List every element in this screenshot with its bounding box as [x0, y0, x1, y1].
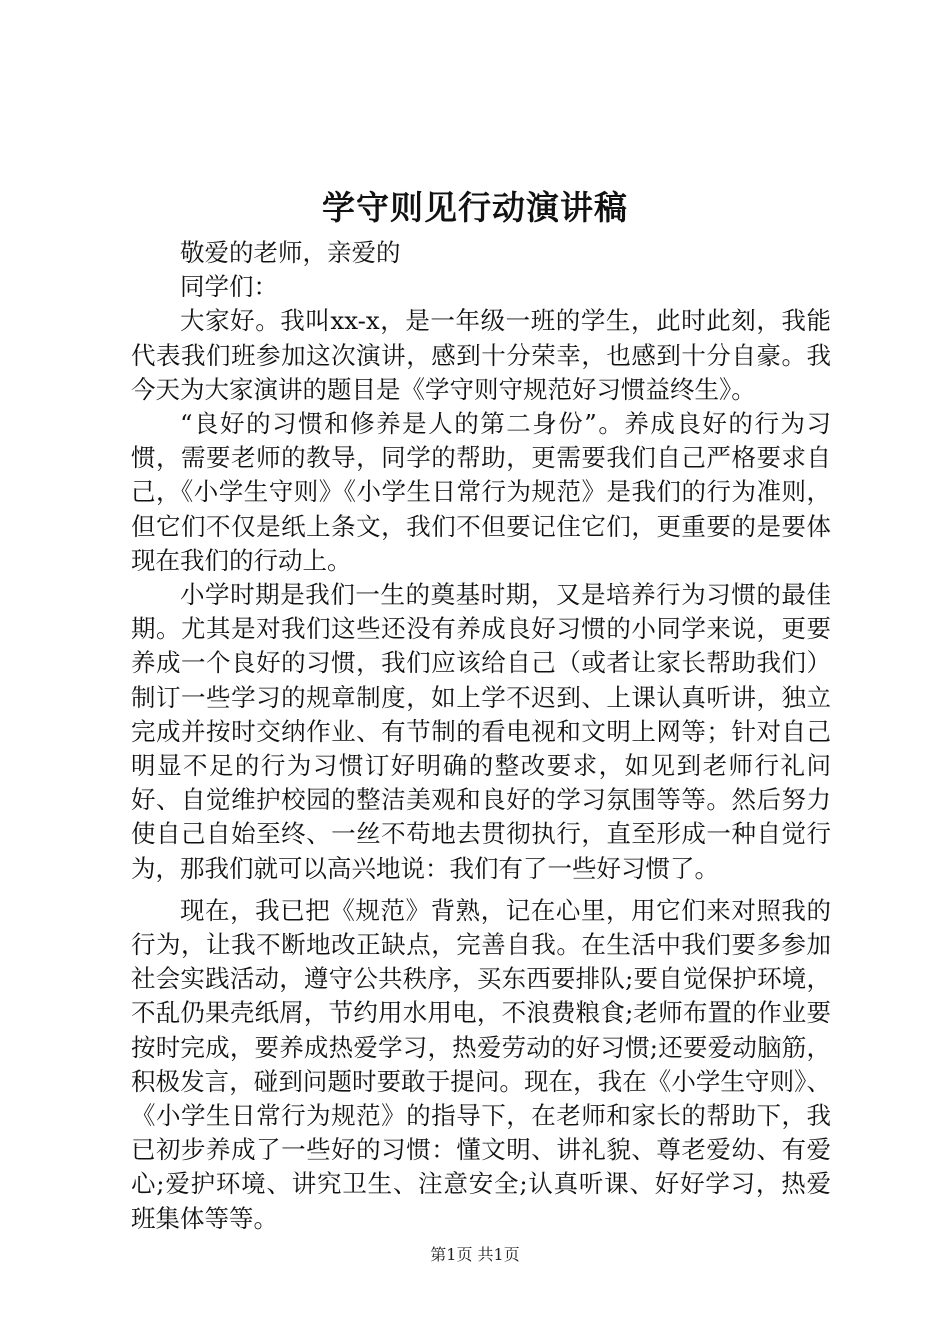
paragraph-intro: 大家好。我叫xx-x，是一年级一班的学生，此时此刻，我能代表我们班参加这次演讲，感到十分荣幸，也感到十分自豪。我今天为大家演讲的题目是《学守则守规范好习惯益终生》。 [131, 306, 831, 404]
paragraph-habits: “良好的习惯和修养是人的第二身份”。养成良好的行为习惯，需要老师的教导，同学的帮助，更需要我们自己严格要求自己，《小学生守则》《小学生日常行为规范》是我们的行为准则，但它们不仅是纸上条文，我们不但要记住它们，更重要的是要体现在我们的行动上。 [131, 409, 831, 575]
document-title: 学守则见行动演讲稿 [322, 188, 628, 227]
paragraph-primary-school: 小学时期是我们一生的奠基时期，又是培养行为习惯的最佳期。尤其是对我们这些还没有养成良好习惯的小同学来说，更要养成一个良好的习惯，我们应该给自己（或者让家长帮助我们）制订一些学习的规章制度，如上学不迟到、上课认真听讲，独立完成并按时交纳作业、有节制的看电视和文明上网等；针对自己明显不足的行为习惯订好明确的整改要求，如见到老师行礼问好、自觉维护校园的整洁美观和良好的学习氛围等等。然后努力使自己自始至终、一丝不苟地去贯彻执行，直至形成一种自觉行为，那我们就可以高兴地说：我们有了一些好习惯了。 [131, 580, 831, 883]
greeting-line-1: 敬爱的老师，亲爱的 [180, 238, 401, 267]
greeting-line-2: 同学们： [180, 272, 278, 302]
page-number-footer: 第1页 共1页 [430, 1245, 520, 1264]
paragraph-now: 现在，我已把《规范》背熟，记在心里，用它们来对照我的行为，让我不断地改正缺点，完善自我。在生活中我们要多参加社会实践活动，遵守公共秩序，买东西要排队;要自觉保护环境，不乱仍果壳纸屑，节约用水用电，不浪费粮食;老师布置的作业要按时完成，要养成热爱学习，热爱劳动的好习惯;还要爱动脑筋，积极发言，碰到问题时要敢于提问。现在，我在《小学生守则》、《小学生日常行为规范》的指导下，在老师和家长的帮助下，我已初步养成了一些好的习惯：懂文明、讲礼貌、尊老爱幼、有爱心;爱护环境、讲究卫生、注意安全;认真听课、好好学习，热爱班集体等等。 [131, 895, 831, 1233]
document-body [131, 236, 831, 1236]
